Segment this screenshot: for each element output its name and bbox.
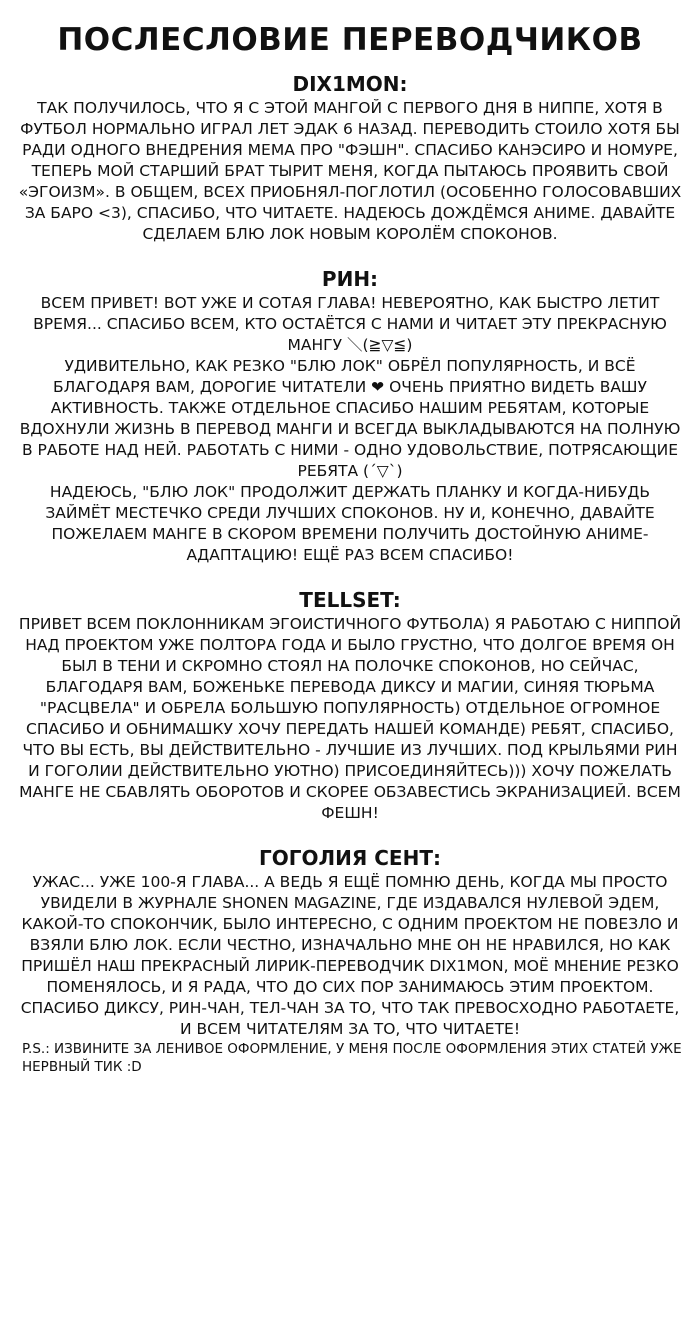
section-paragraph: ТАК ПОЛУЧИЛОСЬ, ЧТО Я С ЭТОЙ МАНГОЙ С ПЕРВОГО ДНЯ В НИППЕ, ХОТЯ В ФУТБОЛ НОРМАЛЬНО ИГРАЛ ЛЕТ ЭДАК 6 НАЗАД. ПЕРЕВОДИТЬ СТОИЛО ХОТЯ БЫ РАДИ ОДНОГО ВНЕДРЕНИЯ МЕМА ПРО "ФЭШН". СПАСИБО КАНЭСИРО И НОМУРЕ, ТЕПЕРЬ МОЙ СТАРШИЙ БРАТ ТЫРИТ МЕНЯ, КОГДА ПЫТАЮСЬ ПРОЯВИТЬ СВОЙ «ЭГОИЗМ». В ОБЩЕМ, ВСЕХ ПРИОБНЯЛ-ПОГЛОТИЛ (ОСОБЕННО ГОЛОСОВАВШИХ ЗА БАРО <3), СПАСИБО, ЧТО ЧИТАЕТЕ. НАДЕЮСЬ ДОЖДЁМСЯ АНИМЕ. ДАВАЙТЕ СДЕЛАЕМ БЛЮ ЛОК НОВЫМ КОРОЛЁМ СПОКОНОВ. xyxy=(18,99,682,243)
author-name: ГОГОЛИЯ СЕНТ: xyxy=(259,846,441,870)
author-name: РИН: xyxy=(321,267,379,291)
postscript: P.S.: ИЗВИНИТЕ ЗА ЛЕНИВОЕ ОФОРМЛЕНИЕ, У МЕНЯ ПОСЛЕ ОФОРМЛЕНИЯ ЭТИХ СТАТЕЙ УЖЕ НЕРВНЫЙ ТИК :D xyxy=(22,1041,682,1075)
page-title: ПОСЛЕСЛОВИЕ ПЕРЕВОДЧИКОВ xyxy=(57,22,643,58)
section-rin xyxy=(16,265,684,566)
section-gogoliya-sent xyxy=(16,844,684,1040)
section-paragraph: ВСЕМ ПРИВЕТ! ВОТ УЖЕ И СОТАЯ ГЛАВА! НЕВЕРОЯТНО, КАК БЫСТРО ЛЕТИТ ВРЕМЯ... СПАСИБО ВСЕМ, КТО ОСТАЁТСЯ С НАМИ И ЧИТАЕТ ЭТУ ПРЕКРАСНУЮ МАНГУ ＼(≧▽≦) xyxy=(33,294,667,354)
section-dix1mon xyxy=(16,70,684,245)
author-name: DIX1MON: xyxy=(292,72,408,96)
section-paragraph: УЖАС... УЖЕ 100-Я ГЛАВА... А ВЕДЬ Я ЕЩЁ ПОМНЮ ДЕНЬ, КОГДА МЫ ПРОСТО УВИДЕЛИ В ЖУРНАЛЕ SHONEN MAGAZINE, ГДЕ ИЗДАВАЛСЯ НУЛЕВОЙ ЭДЕМ, КАКОЙ-ТО СПОКОНЧИК, БЫЛО ИНТЕРЕСНО, С ОДНИМ ПРОЕКТОМ НЕ ПОВЕЗЛО И ВЗЯЛИ БЛЮ ЛОК. ЕСЛИ ЧЕСТНО, ИЗНАЧАЛЬНО МНЕ ОН НЕ НРАВИЛСЯ, НО КАК ПРИШЁЛ НАШ ПРЕКРАСНЫЙ ЛИРИК-ПЕРЕВОДЧИК DIX1MON, МОЁ МНЕНИЕ РЕЗКО ПОМЕНЯЛОСЬ, И Я РАДА, ЧТО ДО СИХ ПОР ЗАНИМАЮСЬ ЭТИМ ПРОЕКТОМ. СПАСИБО ДИКСУ, РИН-ЧАН, ТЕЛ-ЧАН ЗА ТО, ЧТО ТАК ПРЕВОСХОДНО РАБОТАЕТЕ, И ВСЕМ ЧИТАТЕЛЯМ ЗА ТО, ЧТО ЧИТАЕТЕ! xyxy=(20,873,680,1038)
section-tellset xyxy=(16,586,684,824)
author-name: TELLSET: xyxy=(299,588,401,612)
section-paragraph: НАДЕЮСЬ, "БЛЮ ЛОК" ПРОДОЛЖИТ ДЕРЖАТЬ ПЛАНКУ И КОГДА-НИБУДЬ ЗАЙМЁТ МЕСТЕЧКО СРЕДИ ЛУЧШИХ СПОКОНОВ. НУ И, КОНЕЧНО, ДАВАЙТЕ ПОЖЕЛАЕМ МАНГЕ В СКОРОМ ВРЕМЕНИ ПОЛУЧИТЬ ДОСТОЙНУЮ АНИМЕ-АДАПТАЦИЮ! ЕЩЁ РАЗ ВСЕМ СПАСИБО! xyxy=(45,483,655,564)
section-paragraph: ПРИВЕТ ВСЕМ ПОКЛОННИКАМ ЭГОИСТИЧНОГО ФУТБОЛА) Я РАБОТАЮ С НИППОЙ НАД ПРОЕКТОМ УЖЕ ПОЛТОРА ГОДА И БЫЛО ГРУСТНО, ЧТО ДОЛГОЕ ВРЕМЯ ОН БЫЛ В ТЕНИ И СКРОМНО СТОЯЛ НА ПОЛОЧКЕ СПОКОНОВ, НО СЕЙЧАС, БЛАГОДАРЯ ВАМ, БОЖЕНЬКЕ ПЕРЕВОДА ДИКСУ И МАГИИ, СИНЯЯ ТЮРЬМА "РАСЦВЕЛА" И ОБРЕЛА БОЛЬШУЮ ПОПУЛЯРНОСТЬ) ОТДЕЛЬНОЕ ОГРОМНОЕ СПАСИБО И ОБНИМАШКУ ХОЧУ ПЕРЕДАТЬ НАШЕЙ КОМАНДЕ) РЕБЯТ, СПАСИБО, ЧТО ВЫ ЕСТЬ, ВЫ ДЕЙСТВИТЕЛЬНО - ЛУЧШИЕ ИЗ ЛУЧШИХ. ПОД КРЫЛЬЯМИ РИН И ГОГОЛИИ ДЕЙСТВИТЕЛЬНО УЮТНО) ПРИСОЕДИНЯЙТЕСЬ))) ХОЧУ ПОЖЕЛАТЬ МАНГЕ НЕ СБАВЛЯТЬ ОБОРОТОВ И СКОРЕЕ ОБЗАВЕСТИСЬ ЭКРАНИЗАЦИЕЙ. ВСЕМ ФЕШН! xyxy=(18,615,682,822)
section-paragraph: УДИВИТЕЛЬНО, КАК РЕЗКО "БЛЮ ЛОК" ОБРЁЛ ПОПУЛЯРНОСТЬ, И ВСЁ БЛАГОДАРЯ ВАМ, ДОРОГИЕ ЧИТАТЕЛИ ❤ ОЧЕНЬ ПРИЯТНО ВИДЕТЬ ВАШУ АКТИВНОСТЬ. ТАКЖЕ ОТДЕЛЬНОЕ СПАСИБО НАШИМ РЕБЯТАМ, КОТОРЫЕ ВДОХНУЛИ ЖИЗНЬ В ПЕРЕВОД МАНГИ И ВСЕГДА ВЫКЛАДЫВАЮТСЯ НА ПОЛНУЮ В РАБОТЕ НАД НЕЙ. РАБОТАТЬ С НИМИ - ОДНО УДОВОЛЬСТВИЕ, ПОТРЯСАЮЩИЕ РЕБЯТА (´▽`) xyxy=(19,357,681,480)
